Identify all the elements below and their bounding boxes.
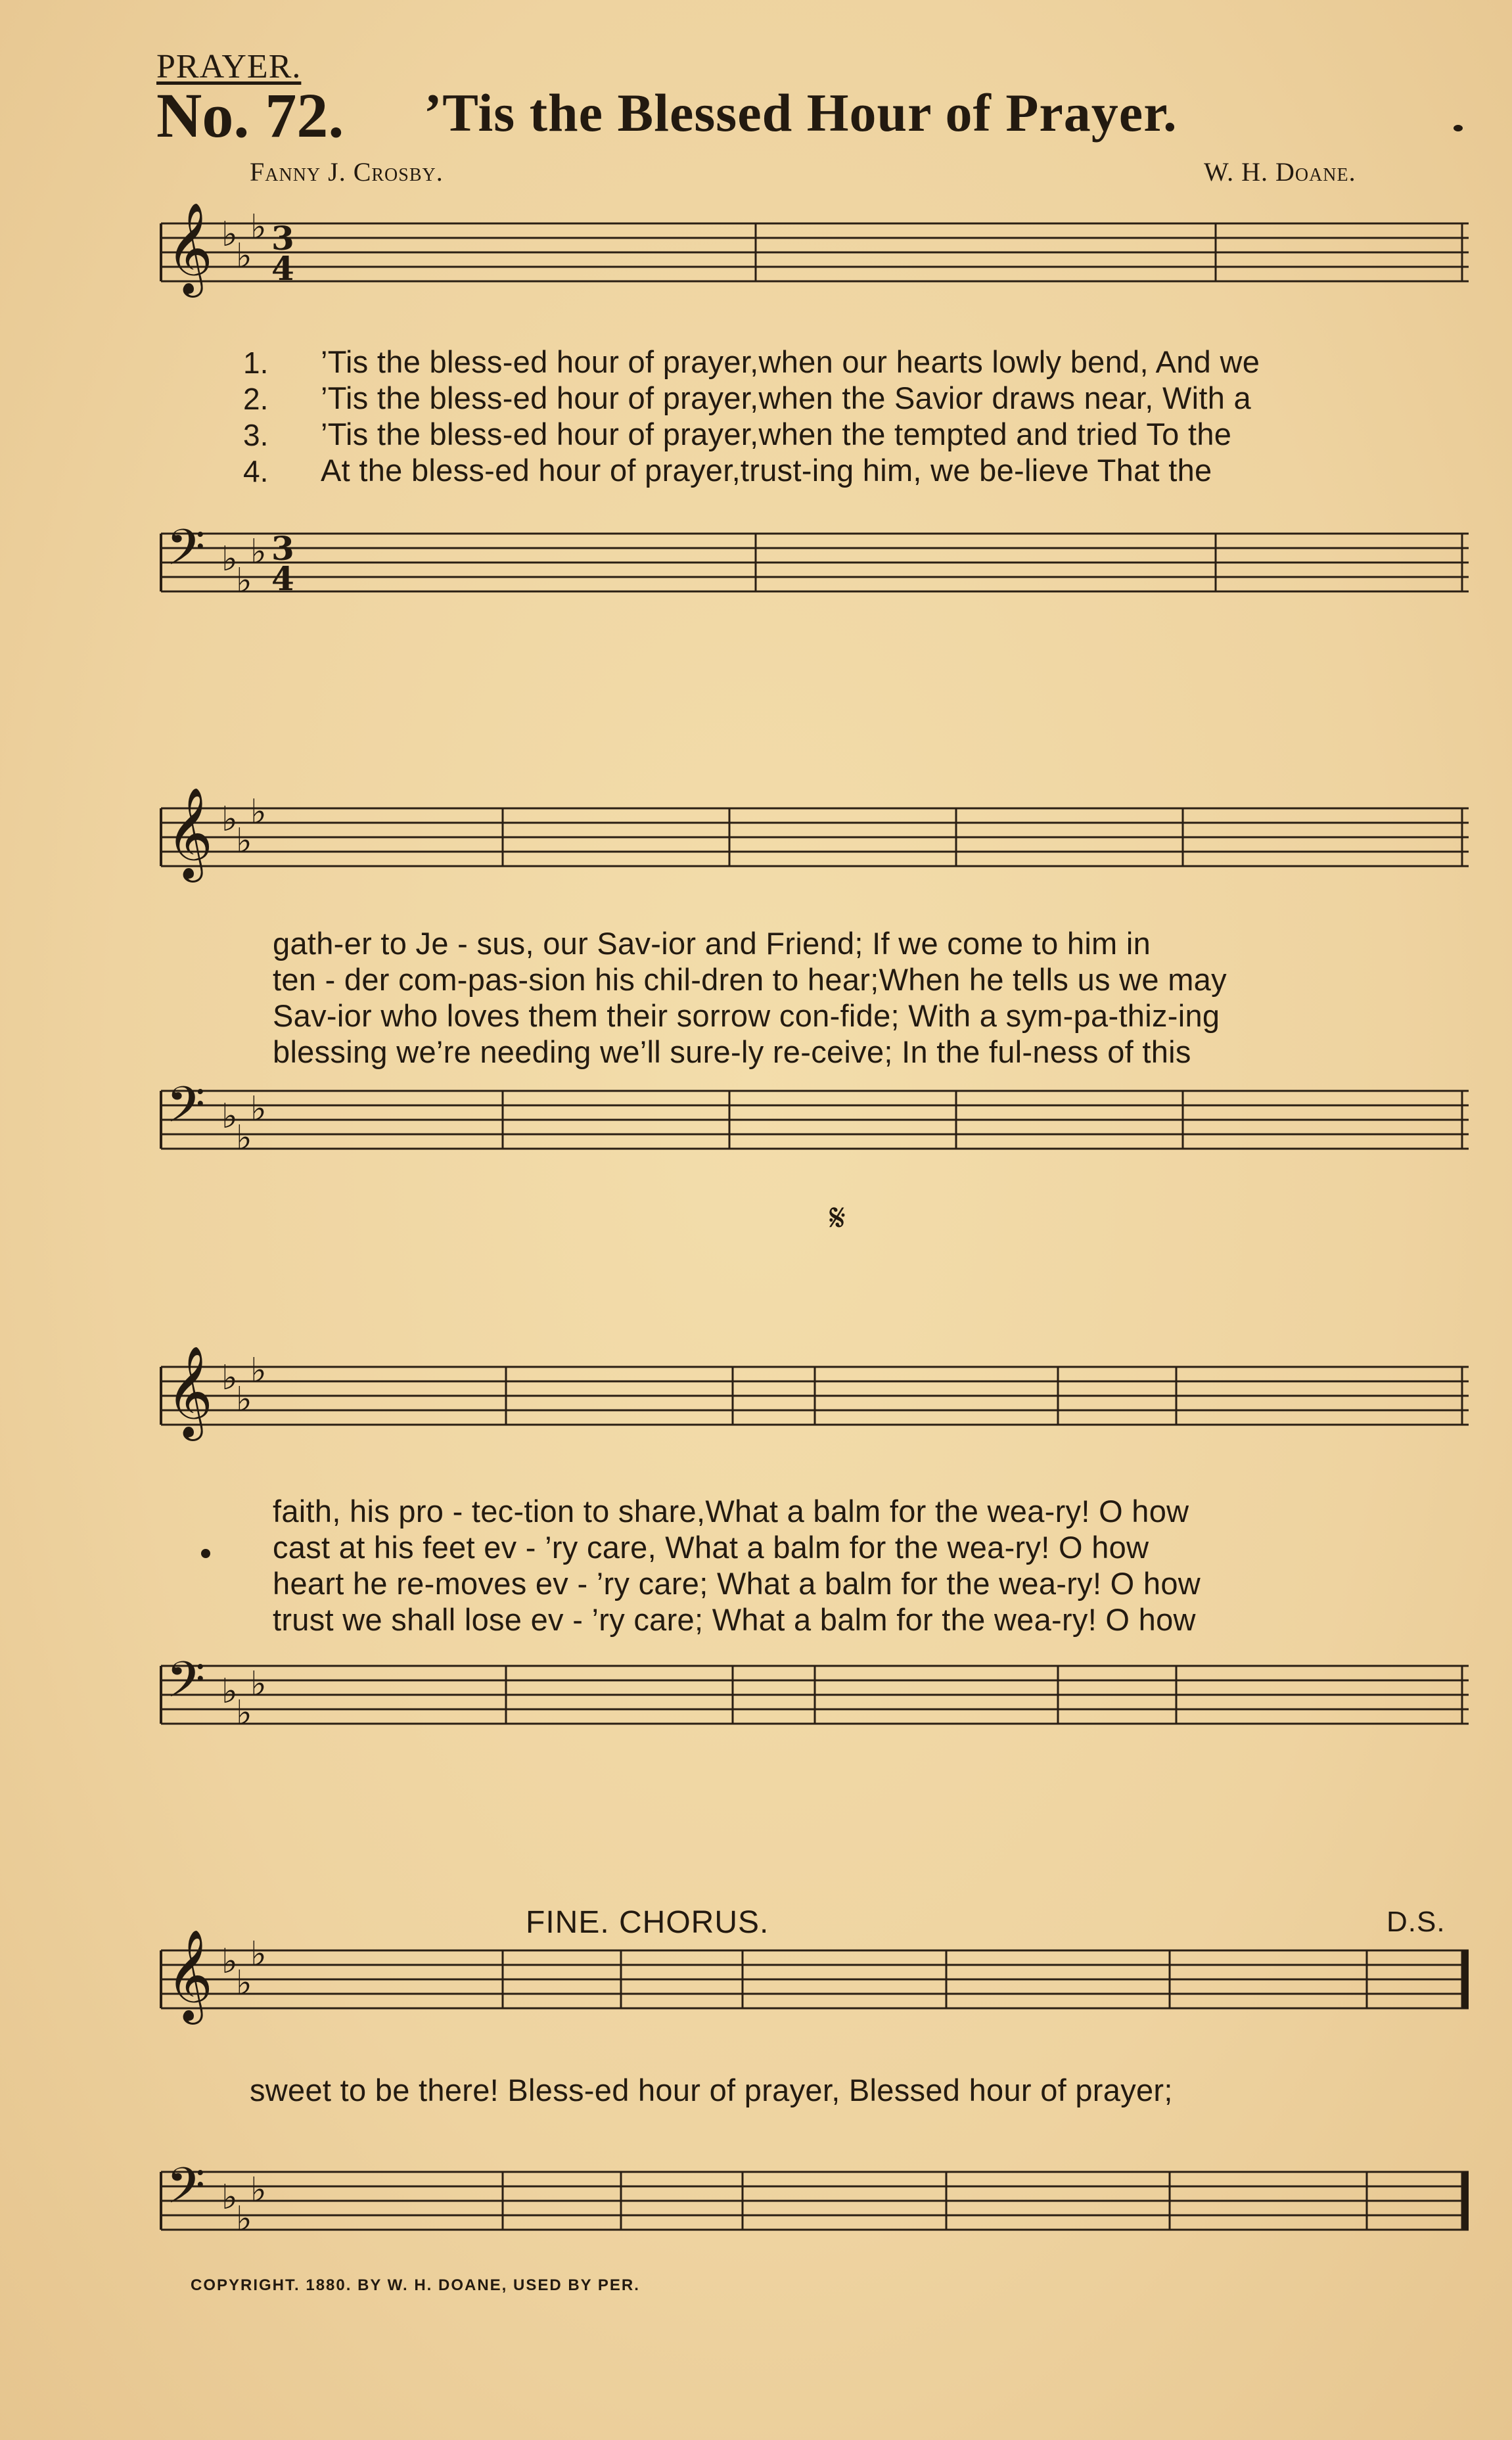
time-signature-numerator: 3 — [271, 529, 294, 568]
flat-icon: ♭ — [236, 1380, 252, 1419]
section-label: PRAYER. — [156, 48, 302, 85]
flat-icon: ♭ — [236, 1118, 252, 1158]
time-signature-numerator: 3 — [271, 219, 294, 258]
flat-icon: ♭ — [236, 2199, 252, 2239]
lyric-line: ’Tis the bless-ed hour of prayer,when the Savior draws near, With a — [321, 380, 1251, 415]
flat-icon: ♭ — [250, 1351, 267, 1391]
composer-credit: W. H. Doane. — [1204, 157, 1356, 187]
flat-icon: ♭ — [221, 1942, 238, 1981]
flat-icon: ♭ — [221, 215, 238, 254]
flat-icon: ♭ — [236, 1693, 252, 1733]
bass-clef-icon: 𝄢 — [166, 1651, 206, 1721]
flat-icon: ♭ — [221, 1672, 238, 1711]
lyric-line: heart he re-moves ev - ’ry care; What a balm for the wea-ry! O how — [273, 1566, 1201, 1601]
flat-icon: ♭ — [221, 1358, 238, 1398]
lyric-line: cast at his feet ev - ’ry care, What a balm for the wea-ry! O how — [273, 1530, 1149, 1565]
treble-clef-icon: 𝄞 — [166, 787, 213, 879]
hymn-number: No. 72. — [156, 80, 344, 150]
lyric-line: gath-er to Je - sus, our Sav-ior and Friend; If we come to him in — [273, 926, 1151, 961]
flat-icon: ♭ — [221, 800, 238, 839]
flat-icon: ♭ — [250, 532, 267, 572]
flat-icon: ♭ — [250, 208, 267, 247]
time-signature-denominator: 4 — [271, 559, 294, 598]
lyric-line: Sav-ior who loves them their sorrow con-fide; With a sym-pa-thiz-ing — [273, 998, 1220, 1033]
lyric-line: ’Tis the bless-ed hour of prayer,when the tempted and tried To the — [321, 417, 1232, 451]
bass-clef-icon: 𝄢 — [166, 518, 206, 589]
time-signature-denominator: 4 — [271, 249, 294, 288]
flat-icon: ♭ — [236, 561, 252, 601]
flat-icon: ♭ — [250, 793, 267, 832]
verse-number: 3. — [243, 418, 269, 452]
flat-icon: ♭ — [236, 1964, 252, 2003]
flat-icon: ♭ — [250, 1665, 267, 1704]
final-barline — [1462, 2172, 1469, 2230]
bass-clef-icon: 𝄢 — [166, 2157, 206, 2227]
lyricist-credit: Fanny J. Crosby. — [250, 157, 444, 187]
copyright-notice: COPYRIGHT. 1880. BY W. H. DOANE, USED BY PER. — [191, 2276, 640, 2294]
flat-icon: ♭ — [221, 1097, 238, 1136]
fine-chorus-marking: FINE. CHORUS. — [526, 1905, 769, 1940]
dal-segno-marking: D.S. — [1386, 1906, 1446, 1938]
verse-number: 2. — [243, 382, 269, 416]
lyric-line: faith, his pro - tec-tion to share,What a balm for the wea-ry! O how — [273, 1494, 1189, 1529]
verse-number: 4. — [243, 454, 269, 488]
treble-clef-icon: 𝄞 — [166, 1346, 213, 1437]
hymn-title: ’Tis the Blessed Hour of Prayer. — [424, 83, 1178, 143]
flat-icon: ♭ — [236, 821, 252, 861]
flat-icon: ♭ — [250, 2171, 267, 2210]
treble-clef-icon: 𝄞 — [166, 1929, 213, 2021]
flat-icon: ♭ — [221, 2178, 238, 2217]
segno-mark: 𝄋 — [829, 1197, 846, 1239]
lyric-line: blessing we’re needing we’ll sure-ly re-ceive; In the ful-ness of this — [273, 1034, 1191, 1069]
flat-icon: ♭ — [236, 237, 252, 276]
treble-clef-icon: 𝄞 — [166, 202, 213, 294]
lyric-line: ten - der com-pas-sion his chil-dren to hear;When he tells us we may — [273, 962, 1227, 997]
lyric-line: sweet to be there! Bless-ed hour of prayer, Blessed hour of prayer; — [250, 2073, 1173, 2107]
lyric-line: At the bless-ed hour of prayer,trust-ing him, we be-lieve That the — [321, 453, 1212, 488]
flat-icon: ♭ — [221, 540, 238, 579]
lyric-line: ’Tis the bless-ed hour of prayer,when our hearts lowly bend, And we — [321, 344, 1260, 379]
flat-icon: ♭ — [250, 1935, 267, 1974]
lyric-line: trust we shall lose ev - ’ry care; What a balm for the wea-ry! O how — [273, 1602, 1196, 1637]
verse-number: 1. — [243, 346, 269, 380]
flat-icon: ♭ — [250, 1090, 267, 1129]
bass-clef-icon: 𝄢 — [166, 1076, 206, 1146]
